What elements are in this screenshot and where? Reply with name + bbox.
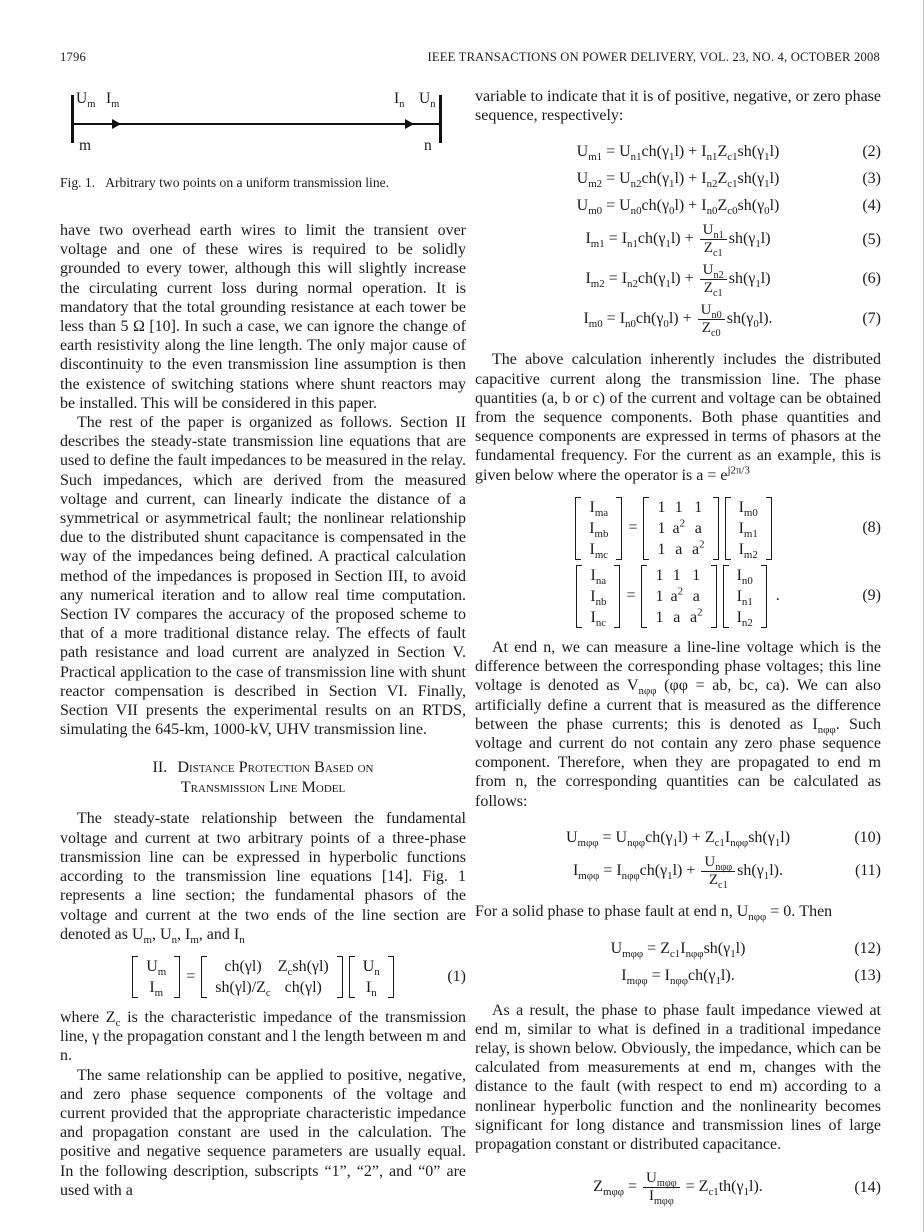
journal-title: IEEE TRANSACTIONS ON POWER DELIVERY, VOL. 23, NO. 4, OCTOBER 2008 (427, 50, 880, 64)
equation-3 (475, 168, 881, 190)
equation-6 (475, 262, 881, 297)
equation-number: (11) (854, 862, 881, 880)
current-arrow-right-icon (405, 119, 414, 129)
equation-body: $I_{m0} = I_{n0}ch(\gamma_0l)$ + $\frac{U_{n0}}{Z_{c0}}$ $sh(\gamma_0l)$. (583, 301, 773, 339)
equation-group-10-11 (475, 827, 881, 889)
section-heading (60, 757, 466, 797)
equation-number: (14) (854, 1178, 881, 1196)
page-number: 1796 (60, 50, 86, 64)
equation-body: $I_{m1} = I_{n1}ch(\gamma_1l)$ + $\frac{U_{n1}}{Z_{c1}}$ $sh(\gamma_1l)$ (585, 222, 771, 260)
paragraph: The steady-state relationship between the fundamental voltage and current at two arbitrary points of a three-phase transmission line can be expressed in hyperbolic functions according to the transmission line equations [14]. Fig. 1 represents a line section; the fundamental phasors of the voltage and current at the two ends of the line section are denoted as $U_m$, $U_n$, $I_m$, and $I_n$ (60, 810, 466, 946)
equation-number: (2) (862, 143, 881, 161)
paragraph: At end n, we can measure a line-line voltage which is the difference between the corresponding phase voltages; this line voltage is denoted as $V_{n\varphi\varphi}$ (φφ = ab, bc, ca). We can also artificially define a current that is measured as the difference between the phase currents; this is denoted as $I_{n\varphi\varphi}$. Such voltage and current do not contain any zero phase sequence component. Therefore, when they are propagated to end m from n, the corresponding quantities can be calculated as follows: (475, 638, 882, 810)
figure-caption (60, 175, 466, 191)
equation-7 (475, 302, 881, 337)
equation-body: $I_{m2} = I_{n2}ch(\gamma_1l)$ + $\frac{U_{n2}}{Z_{c1}}$ $sh(\gamma_1l)$ (585, 262, 771, 299)
equation-number: (1) (447, 967, 466, 985)
matrix: ch(γl) $Z_csh(\gamma l)$ $sh(\gamma l)/Z_c$ ch(γl) (201, 956, 342, 998)
equation-14 (475, 1170, 881, 1208)
figure-caption-text: Arbitrary two points on a uniform transmission line. (105, 175, 390, 190)
transmission-line (72, 123, 441, 125)
equation-10 (475, 827, 881, 849)
equation-number: (9) (862, 587, 881, 605)
equation-body: $I_{m\varphi\varphi} = I_{n\varphi\varphi}ch(\gamma_1l)$. (621, 966, 735, 987)
figure-1 (60, 89, 466, 191)
paragraph: For a solid phase to phase fault at end n, $U_{n\varphi\varphi} = 0$. Then (475, 903, 833, 924)
equation-number: (6) (862, 270, 881, 288)
equation-9 (475, 565, 881, 628)
section-title-line2: Transmission Line Model (180, 778, 346, 797)
matrix: 1 1 1 1 $a^2$ a 1 a $a^2$ (643, 497, 718, 560)
bus-m-bar (71, 95, 74, 143)
section-number: II. (152, 758, 168, 777)
paragraph: The rest of the paper is organized as follows. Section II describes the steady-state transmission line equations that are used to define the fault impedances to be measured in the relay. Such impedances, which are derived from the measured voltage and current, can linearly indicate the distance of a symmetrical or asymmetrical fault; the nonlinear relationship due to the distributed shunt capacitance is compensated in the way of the impedances being defined. A practical calculation method of the impedances is proposed in Section III, to avoid any numerical iteration and to allow real time computation. Section IV compares the accuracy of the proposed scheme to that of a more traditional distance relay. The effects of fault path resistance and load current are analyzed in Section V. Practical application to the case of transmission line with shunt reactor compensation is described in Section VI. Finally, Section VII presents the experimental results on an RTDS, simulating the 645-km, 1000-kV, UHV transmission line. (60, 414, 466, 739)
equation-body: $U_{m2} = U_{n2}ch(\gamma_1l) + I_{n2}Z_{c1}sh(\gamma_1l)$ (576, 170, 780, 191)
label-in: $I_n$ (394, 90, 405, 111)
two-column-body (60, 87, 880, 1215)
equation-group-12-13 (475, 938, 881, 987)
left-column (60, 87, 466, 1215)
equation-group-2-7 (475, 141, 881, 339)
equation-body: $U_{m0} = U_{n0}ch(\gamma_0l) + I_{n0}Z_{c0}sh(\gamma_0l)$ (576, 197, 780, 218)
paragraph: have two overhead earth wires to limit the transient over voltage and one of these wires is required to be solidly grounded to every tower, although this will slightly increase the circulating current loss during normal operation. It is mandatory that the total grounding resistance at each tower be less than 5 Ω [10]. In such a case, we can ignore the change of earth resistivity along the line length. The only major cause of discontinuity to the even transmission line assumption is then the existence of switching stations where shunt reactors may be installed. This will be considered in this paper. (60, 222, 466, 412)
equation-12 (475, 938, 881, 960)
equation-number: (5) (862, 230, 881, 248)
equation-13 (475, 965, 881, 987)
equation-number: (3) (862, 170, 881, 188)
matrix: $U_n$ $I_n$ (349, 956, 394, 998)
equation-number: (7) (862, 310, 881, 328)
label-un: $U_n$ (419, 90, 436, 111)
equation-number: (13) (854, 966, 881, 984)
equals-sign: = (628, 519, 638, 537)
equation-11 (475, 854, 881, 889)
equation-5 (475, 222, 881, 260)
right-column (475, 87, 881, 1215)
matrix: $I_{na}$ $I_{nb}$ $I_{nc}$ (576, 565, 620, 628)
equation-suffix: . (775, 587, 780, 605)
label-m: m (79, 137, 92, 154)
equation-8 (475, 497, 881, 560)
equation-group-8-9 (475, 497, 881, 628)
equation-number: (8) (862, 519, 881, 537)
matrix: 1 1 1 1 $a^2$ a 1 a $a^2$ (641, 565, 716, 628)
matrix: $I_{m0}$ $I_{m1}$ $I_{m2}$ (725, 497, 772, 560)
bus-n-bar (439, 95, 442, 143)
equation-body: $U_{m\varphi\varphi} = U_{n\varphi\varphi}ch(\gamma_1l) + Z_{c1}I_{n\varphi\varphi}sh(\gamma_1l)$ (565, 828, 791, 849)
equation-4 (475, 195, 881, 217)
paragraph: As a result, the phase to phase fault impedance viewed at end m, similar to what is defined in a traditional impedance relay, is shown below. Obviously, the impedance, which can be calculated from measurements at end m, changes with the distance to the fault (with respect to end m) according to a nonlinear hyperbolic function and the nonlinearity becomes significant for long distance and transmission lines of large propagation constant or distributed capacitance. (475, 1001, 881, 1154)
label-um: $U_m$ (76, 90, 96, 111)
paragraph: The same relationship can be applied to positive, negative, and zero phase sequence components of the voltage and current provided that the appropriate characteristic impedance and propagation constant are used in the calculation. The positive and negative sequence parameters are usually equal. In the following description, subscripts “1”, “2”, and “0” are used with a (60, 1066, 466, 1199)
equals-sign: = (186, 967, 196, 985)
equation-body: $U_{m\varphi\varphi} = Z_{c1}I_{n\varphi\varphi}sh(\gamma_1l)$ (610, 939, 746, 960)
equals-sign: = (626, 587, 636, 605)
equation-body: $I_{m\varphi\varphi} = I_{n\varphi\varphi}ch(\gamma_1l)$ + $\frac{U_{n\varphi\varphi}}{Z_{c1}}$ $sh(\gamma_1l)$. (572, 853, 784, 891)
equation-number: (12) (854, 939, 881, 957)
section-title-line1: Distance Protection Based on (177, 758, 374, 777)
matrix: $I_{ma}$ $I_{mb}$ $I_{mc}$ (575, 497, 622, 560)
matrix: $U_m$ $I_m$ (132, 956, 180, 998)
label-im: $I_m$ (106, 90, 120, 111)
current-arrow-right-icon (112, 119, 121, 129)
paragraph: The above calculation inherently includes the distributed capacitive current along the transmission line. The phase quantities (a, b or c) of the current and voltage can be obtained from the sequence components. Both phase quantities and sequence components are expressed in terms of phasors at the fundamental frequency. For the current as an example, this is given below where the operator is $a = e^{j2\pi/3}$ (475, 351, 881, 484)
figure-caption-label: Fig. 1. (60, 175, 96, 190)
figure-1-diagram (60, 89, 465, 167)
page-header (60, 50, 880, 65)
equation-1 (60, 956, 466, 998)
equation-2 (475, 141, 881, 163)
label-n: n (424, 137, 432, 154)
matrix: $I_{n0}$ $I_{n1}$ $I_{n2}$ (723, 565, 767, 628)
equation-body: $U_{m1} = U_{n1}ch(\gamma_1l) + I_{n1}Z_{c1}sh(\gamma_1l)$ (576, 143, 780, 164)
paragraph: variable to indicate that it is of positive, negative, or zero phase sequence, respectively: (475, 88, 881, 125)
equation-number: (4) (862, 197, 881, 215)
equation-body: $Z_{m\varphi\varphi}$ = $\frac{U_{m\varphi\varphi}}{I_{m\varphi\varphi}}$ = $Z_{c1}th(\gamma_1l)$. (593, 1170, 763, 1208)
paragraph: where $Z_c$ is the characteristic impedance of the transmission line, γ the propagation constant and l the length between m and n. (60, 1008, 466, 1065)
equation-number: (10) (854, 828, 881, 846)
